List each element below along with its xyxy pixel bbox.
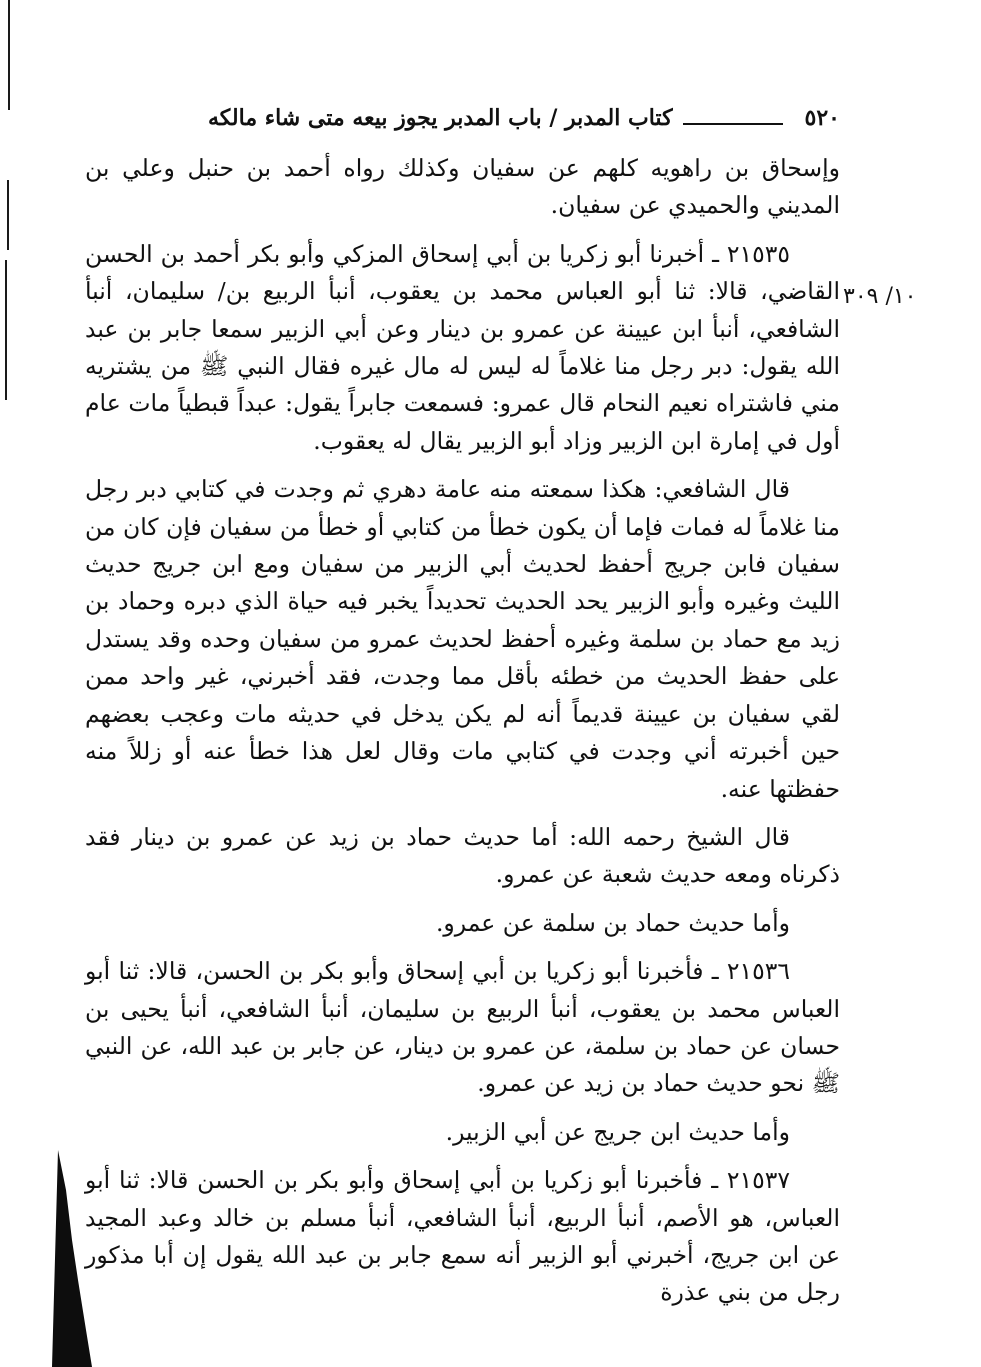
paragraph: وأما حديث حماد بن سلمة عن عمرو. (435, 908, 790, 937)
paragraph: وأما حديث ابن جريج عن أبي الزبير. (445, 1117, 790, 1146)
scan-edge-mark (5, 260, 7, 400)
margin-reference: ١٠/ ٣٠٩ (843, 284, 917, 309)
binding-shadow (52, 1150, 92, 1367)
paragraph: قال الشافعي: هكذا سمعته منه عامة دهري ثم وجدت في كتابي دبر رجل منا غلاماً له فمات فإما أن يكون خطأ من كتابي أو خطأ من سفيان فإن كان من سفيان فابن جريج أحفظ لحديث أبي الزبير من سفيان ومع ابن جريج حديث الليث وغيره وأبو الزبير يحد الحديث تحديداً يخبر فيه حياة الذي دبره وحماد بن زيد مع حماد بن سلمة وغيره أحفظ لحديث عمرو من سفيان وحده وقد يستدل على حفظ الحديث من خطئه بأقل مما وجدت، فقد أخبرني، غير واحد ممن لقي سفيان بن عيينة قديماً أنه لم يكن يدخل في حديثه مات وعجب بعضهم حين أخبرته أني وجدت في كتابي مات وقال لعل هذا خطأ عنه أو زللاً منه حفظتها عنه. (85, 475, 840, 803)
paragraph: ٢١٥٣٥ ـ أخبرنا أبو زكريا بن أبي إسحاق المزكي وأبو بكر أحمد بن الحسن القاضي، قالا: ثنا أبو العباس محمد بن يعقوب، أنبأ الربيع بن/ سليمان، أنبأ الشافعي، أنبأ ابن عيينة عن عمرو بن دينار وعن أبي الزبير سمعا جابر بن عبد الله يقول: دبر رجل منا غلاماً له ليس له مال غيره فقال النبي ﷺ من يشتريه مني فاشتراه نعيم النحام قال عمرو: فسمعت جابراً يقول: عبداً قبطياً مات عام أول في إمارة ابن الزبير وزاد أبو الزبير يقال له يعقوب. (85, 239, 840, 455)
running-title: كتاب المدبر / باب المدبر يجوز بيعه متى شاء مالكه (207, 105, 673, 131)
page-header (80, 98, 840, 138)
scan-edge-mark (7, 180, 9, 250)
page-body (85, 150, 840, 1323)
paragraph: ٢١٥٣٧ ـ فأخبرنا أبو زكريا بن أبي إسحاق وأبو بكر بن الحسن قالا: ثنا أبو العباس، هو الأصم، أنبأ الربيع، أنبأ الشافعي، أنبأ مسلم بن خالد وعبد المجيد عن ابن جريج، أخبرني أبو الزبير أنه سمع جابر بن عبد الله يقول إن أبا مذكور رجل من بني عذرة (85, 1166, 840, 1307)
page-number: ٥٢٠ (804, 105, 840, 131)
scan-edge-mark (8, 0, 10, 110)
header-rule (683, 123, 783, 125)
paragraph: ٢١٥٣٦ ـ فأخبرنا أبو زكريا بن أبي إسحاق وأبو بكر بن الحسن، قالا: ثنا أبو العباس محمد بن يعقوب، أنبأ الربيع بن سليمان، أنبأ الشافعي، أنبأ يحيى بن حسان عن حماد بن سلمة، عن عمرو بن دينار، عن جابر بن عبد الله، عن النبي ﷺ نحو حديث حماد بن زيد عن عمرو. (85, 957, 840, 1098)
paragraph: وإسحاق بن راهويه كلهم عن سفيان وكذلك رواه أحمد بن حنبل وعلي بن المديني والحميدي عن سفيان. (85, 154, 840, 220)
paragraph: قال الشيخ رحمه الله: أما حديث حماد بن زيد عن عمرو بن دينار فقد ذكرناه ومعه حديث شعبة عن عمرو. (85, 822, 840, 889)
